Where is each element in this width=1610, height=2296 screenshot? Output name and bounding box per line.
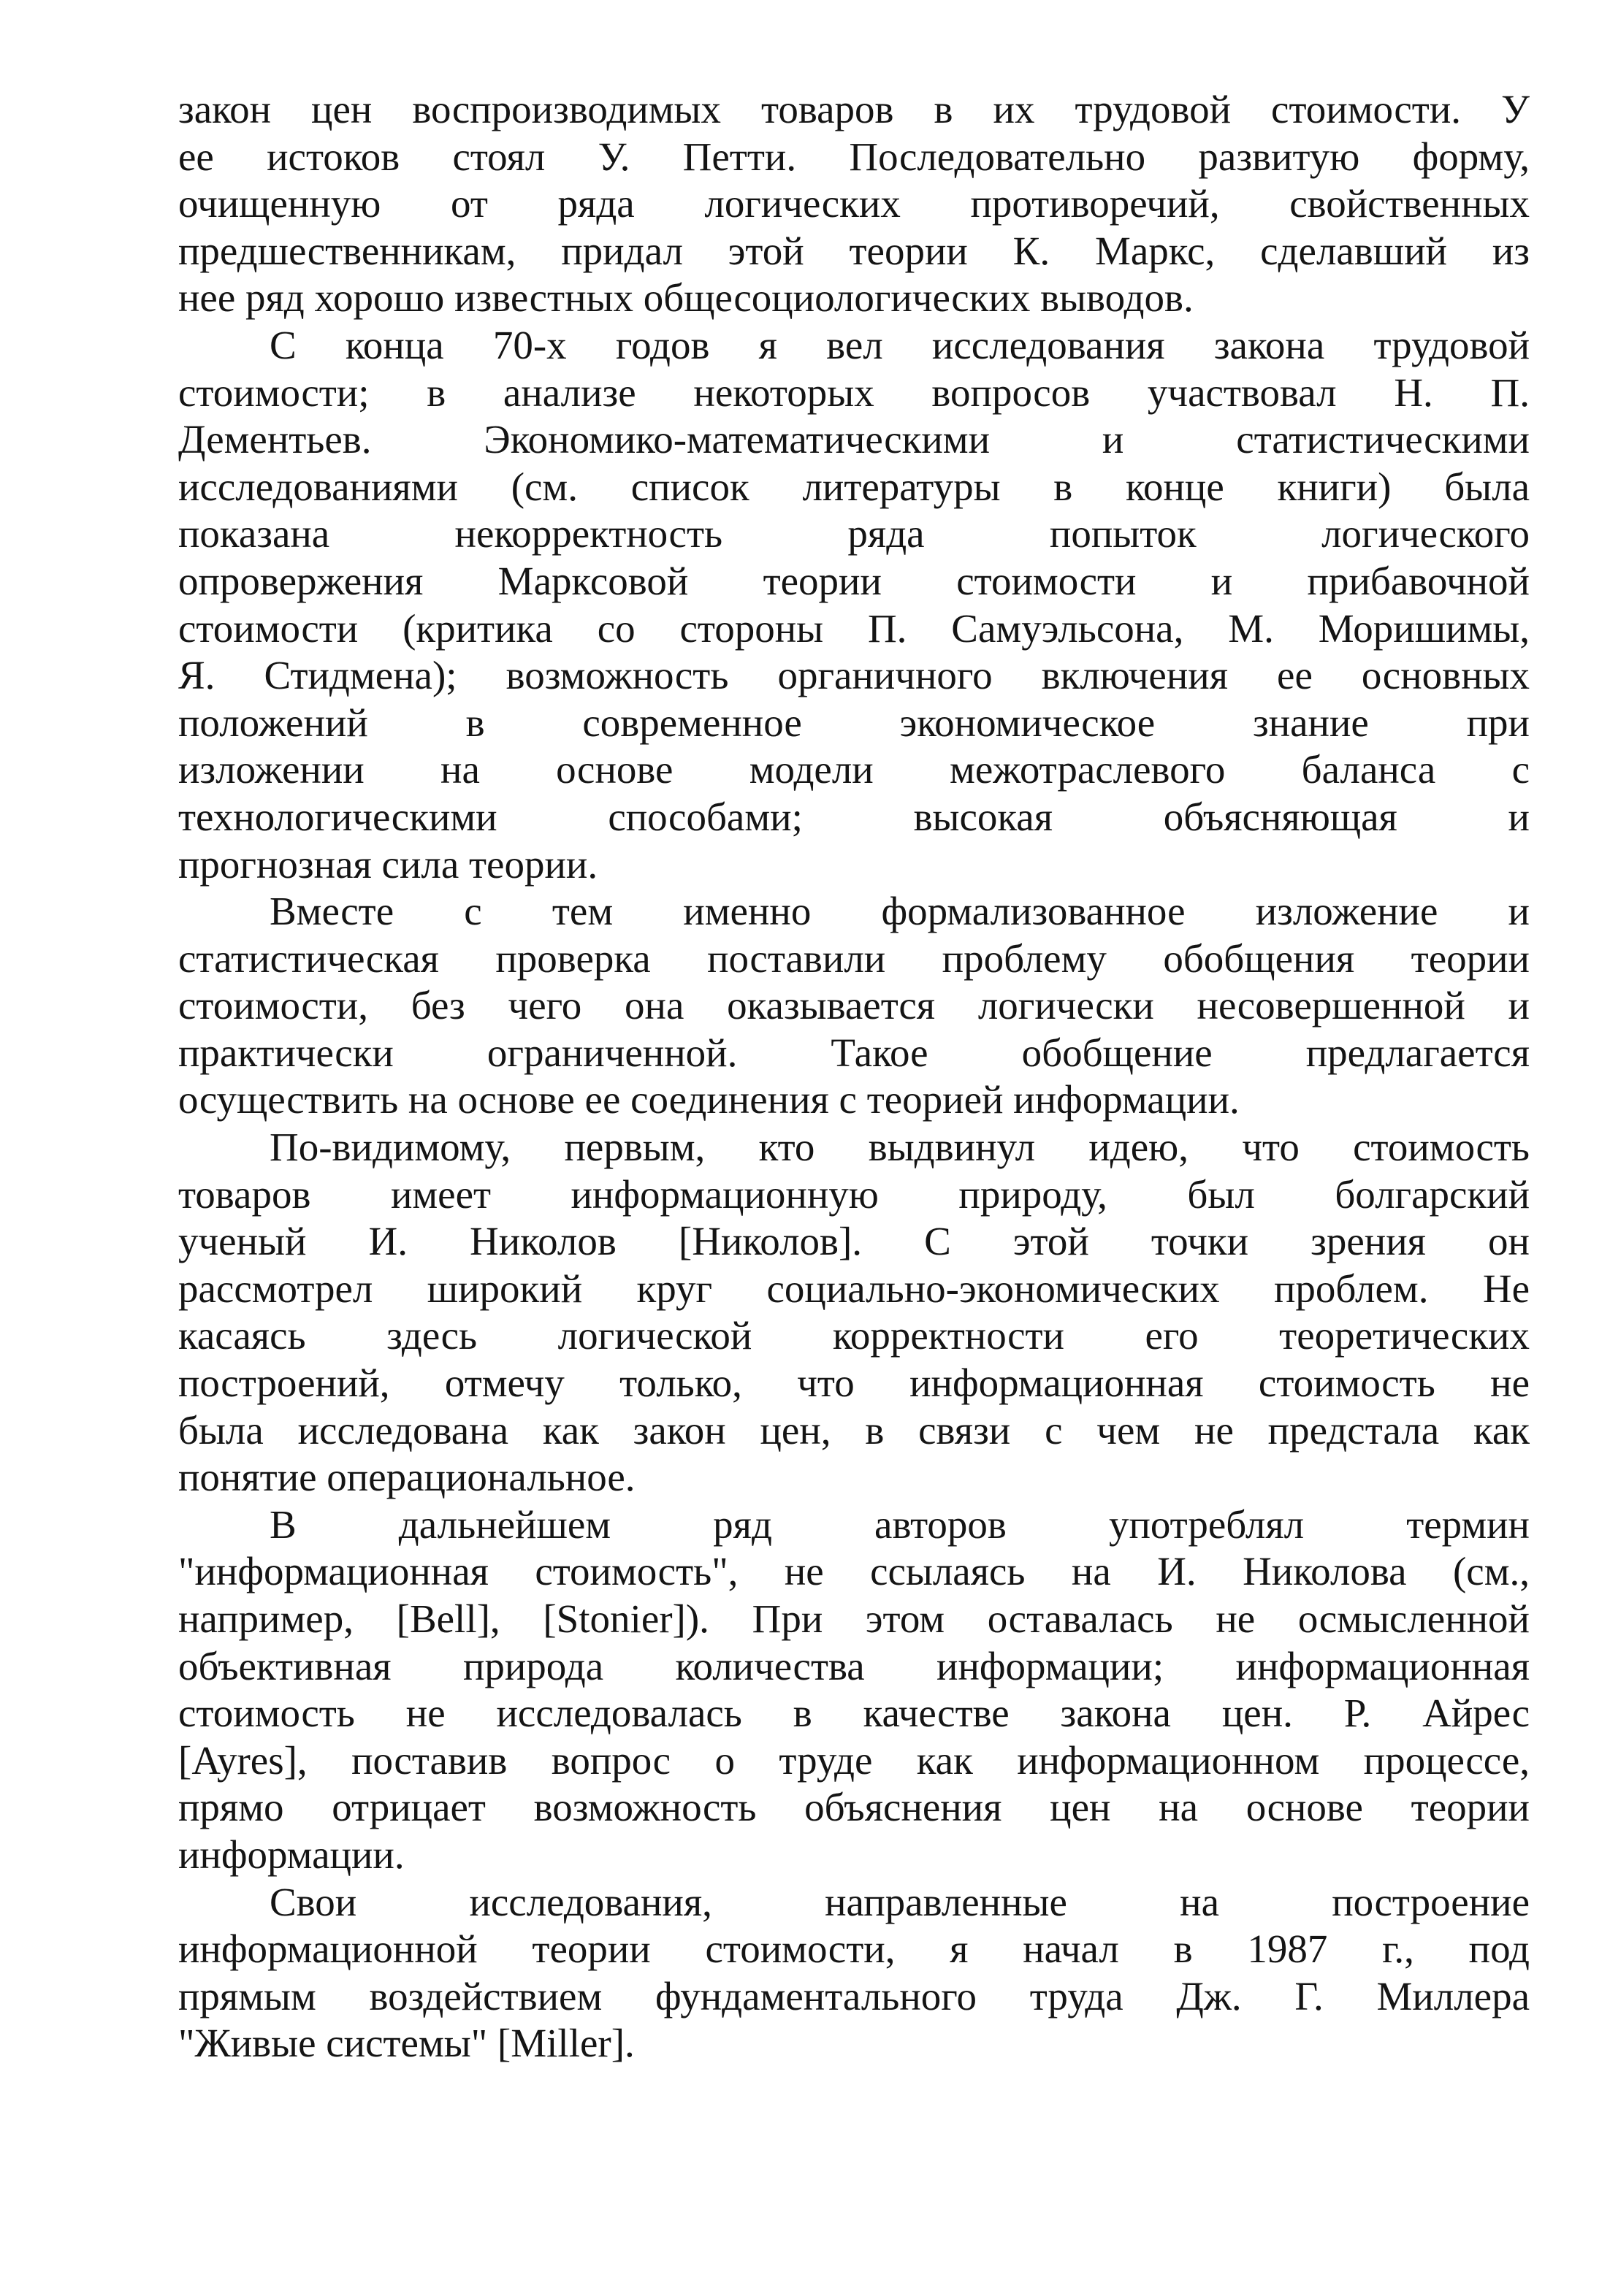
text-line: технологическими способами; высокая объясняющая и: [178, 794, 1530, 839]
text-line: статистическая проверка поставили проблему обобщения теории: [178, 935, 1530, 981]
text-line: В дальнейшем ряд авторов употреблял термин: [270, 1501, 1530, 1547]
text-line: касаясь здесь логической корректности его теоретических: [178, 1313, 1530, 1358]
text-line: прямым воздействием фундаментального труда Дж. Г. Миллера: [178, 1973, 1530, 2018]
text-line: практически ограниченной. Такое обобщение предлагается: [178, 1030, 1530, 1075]
text-line: например, [Bell], [Stonier]). При этом оставалась не осмысленной: [178, 1596, 1530, 1641]
text-line: прогнозная сила теории.: [178, 841, 598, 887]
text-line: Дементьев. Экономико-математическими и статистическими: [178, 417, 1530, 462]
text-line: построений, отмечу только, что информационная стоимость не: [178, 1361, 1530, 1406]
text-line: предшественникам, придал этой теории К. Маркс, сделавший из: [178, 228, 1530, 273]
text-line: [Ayres], поставив вопрос о труде как информационном процессе,: [178, 1737, 1530, 1783]
text-line: закон цен воспроизводимых товаров в их трудовой стоимости. У: [178, 87, 1530, 131]
paragraph-4: [178, 1124, 1530, 1501]
text-line: была исследована как закон цен, в связи с чем не предстала как: [178, 1407, 1530, 1453]
text-line: товаров имеет информационную природу, был болгарский: [178, 1171, 1530, 1217]
text-line: "информационная стоимость", не ссылаясь на И. Николова (см.,: [178, 1549, 1530, 1594]
text-line: опровержения Марксовой теории стоимости и прибавочной: [178, 558, 1530, 603]
text-line: ученый И. Николов [Николов]. С этой точки зрения он: [178, 1219, 1530, 1264]
paragraph-5: [178, 1501, 1530, 1879]
text-line: стоимость не исследовалась в качестве закона цен. Р. Айрес: [178, 1691, 1530, 1736]
text-line: рассмотрел широкий круг социально-экономических проблем. Не: [178, 1266, 1530, 1311]
text-line: "Живые системы" [Miller].: [178, 2021, 635, 2066]
text-line: понятие операциональное.: [178, 1455, 636, 1500]
text-line: информации.: [178, 1832, 405, 1877]
text-line: стоимости, без чего она оказывается логически несовершенной и: [178, 983, 1530, 1028]
text-line: исследованиями (см. список литературы в конце книги) была: [178, 464, 1530, 509]
text-line: Вместе с тем именно формализованное изложение и: [270, 889, 1530, 934]
text-body: [178, 86, 1530, 2067]
text-line: Свои исследования, направленные на построение: [270, 1879, 1530, 1924]
text-line: изложении на основе модели межотраслевого баланса с: [178, 747, 1530, 792]
text-line: По-видимому, первым, кто выдвинул идею, что стоимость: [270, 1125, 1530, 1170]
text-line: стоимости; в анализе некоторых вопросов участвовал Н. П.: [178, 370, 1530, 415]
text-line: показана некорректность ряда попыток логического: [178, 511, 1530, 556]
text-line: информационной теории стоимости, я начал в 1987 г., под: [178, 1926, 1530, 1972]
paragraph-6: [178, 1879, 1530, 2067]
text-line: прямо отрицает возможность объяснения цен на основе теории: [178, 1785, 1530, 1830]
paragraph-1: [178, 86, 1530, 322]
text-line: нее ряд хорошо известных общесоциологических выводов.: [178, 275, 1194, 321]
text-line: Я. Стидмена); возможность органичного включения ее основных: [178, 653, 1530, 698]
paragraph-2: [178, 322, 1530, 888]
paragraph-3: [178, 888, 1530, 1124]
text-line: объективная природа количества информации; информационная: [178, 1643, 1530, 1688]
text-line: С конца 70-х годов я вел исследования закона трудовой: [270, 322, 1530, 367]
text-line: стоимости (критика со стороны П. Самуэльсона, М. Моришимы,: [178, 605, 1530, 651]
text-line: ее истоков стоял У. Петти. Последовательно развитую форму,: [178, 134, 1530, 179]
text-line: положений в современное экономическое знание при: [178, 700, 1530, 745]
text-line: очищенную от ряда логических противоречий, свойственных: [178, 181, 1530, 226]
text-line: осуществить на основе ее соединения с теорией информации.: [178, 1077, 1240, 1122]
